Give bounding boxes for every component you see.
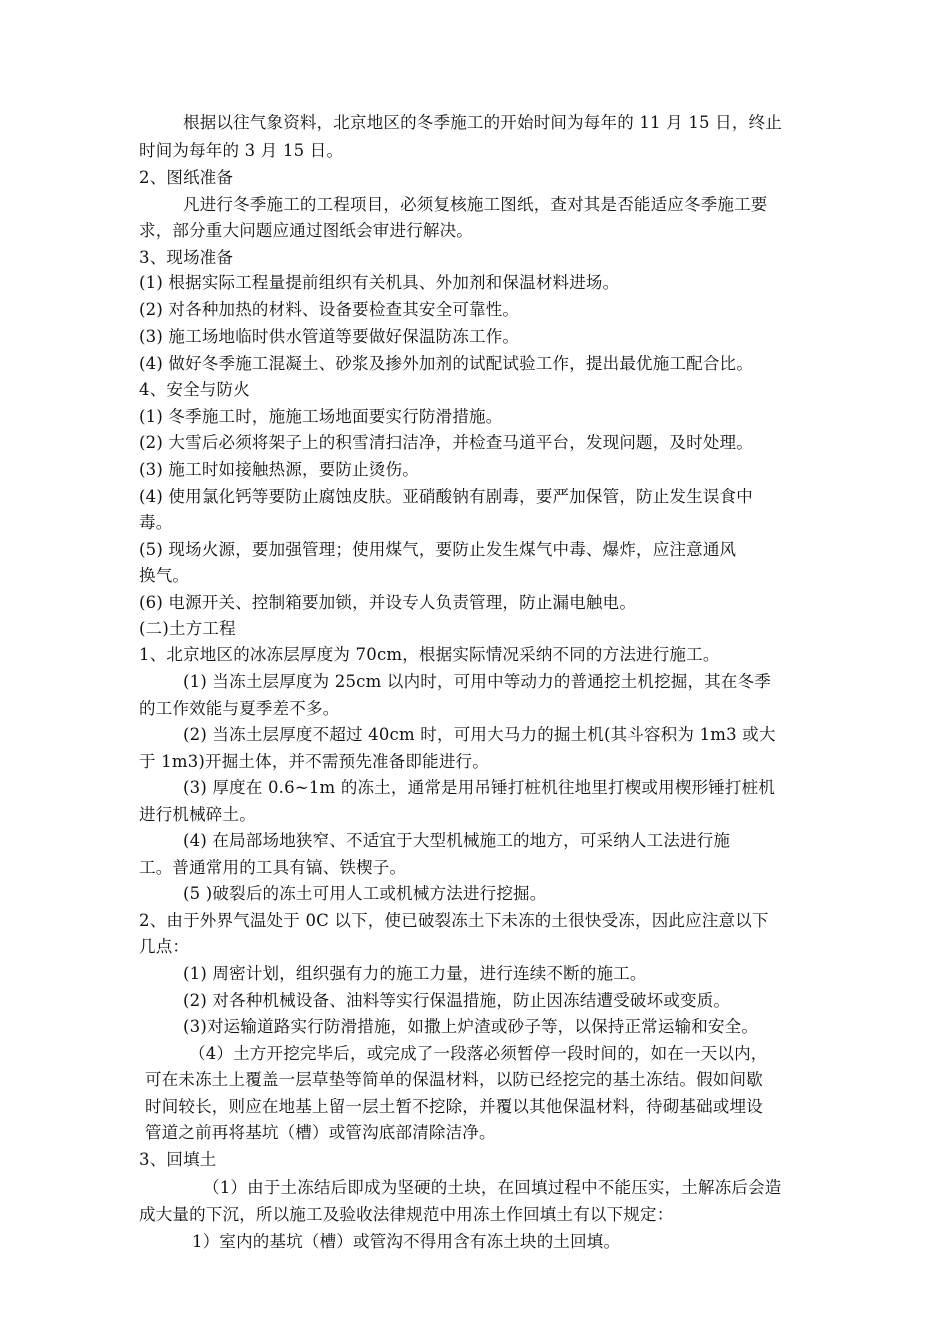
text-line: 几点：: [139, 937, 190, 956]
list-item: (2) 对各种机械设备、油料等实行保温措施，防止因冻结遭受破坏或变质。: [183, 991, 731, 1010]
list-item: （1）由于土冻结后即成为坚硬的土块，在回填过程中不能压实，土解冻后会造: [203, 1178, 782, 1197]
list-item: (3)对运输道路实行防滑措施，如撒上炉渣或砂子等，以保持正常运输和安全。: [183, 1017, 759, 1036]
text-line: 1、北京地区的冰冻层厚度为 70cm，根据实际情况采纳不同的方法进行施工。: [139, 645, 720, 664]
text-line: 时间为每年的 3 月 15 日。: [139, 141, 344, 160]
list-item: 1）室内的基坑（槽）或管沟不得用含有冻土块的土回填。: [192, 1232, 621, 1251]
text-line: 2、由于外界气温处于 0C 以下，使已破裂冻土下未冻的土很快受冻，因此应注意以下: [139, 911, 769, 930]
text-line: 根据以往气象资料，北京地区的冬季施工的开始时间为每年的 11 月 15 日，终止: [183, 113, 782, 132]
text-line: 求，部分重大问题应通过图纸会审进行解决。: [139, 221, 473, 240]
list-item: (6) 电源开关、控制箱要加锁，并设专人负责管理，防止漏电触电。: [139, 593, 637, 612]
list-item: (1) 周密计划，组织强有力的施工力量，进行连续不断的施工。: [183, 964, 647, 983]
list-item: (4) 做好冬季施工混凝土、砂浆及掺外加剂的试配试验工作，提出最优施工配合比。: [139, 354, 753, 373]
section-heading: (二)土方工程: [139, 619, 236, 638]
list-item: (1) 当冻土层厚度为 25cm 以内时，可用中等动力的普通挖土机挖掘，其在冬季: [183, 672, 771, 691]
section-heading: 3、现场准备: [139, 248, 234, 267]
section-heading: 4、安全与防火: [139, 380, 250, 399]
text-line: 毒。: [139, 513, 173, 532]
text-line: 工。普通常用的工具有镐、铁楔子。: [139, 858, 407, 877]
list-item: (2) 当冻土层厚度不超过 40cm 时，可用大马力的掘土机(其斗容积为 1m3 或大: [183, 725, 776, 744]
list-item: (1) 根据实际工程量提前组织有关机具、外加剂和保温材料进场。: [139, 273, 620, 292]
list-item: (2) 大雪后必须将架子上的积雪清扫洁净，并检查马道平台，发现问题，及时处理。: [139, 433, 753, 452]
text-line: 可在未冻土上覆盖一层草垫等简单的保温材料，以防已经挖完的基土冻结。假如间歇: [145, 1070, 763, 1089]
list-item: (5 )破裂后的冻土可用人工或机械方法进行挖掘。: [183, 884, 547, 903]
text-line: 进行机械碎土。: [139, 805, 256, 824]
list-item: （4）土方开挖完毕后，或完成了一段落必须暂停一段时间的，如在一天以内，: [189, 1044, 768, 1063]
list-item: (4) 使用氯化钙等要防止腐蚀皮肤。亚硝酸钠有剧毒，要严加保管，防止发生误食中: [139, 487, 753, 506]
text-line: 管道之前再将基坑（槽）或管沟底部清除洁净。: [145, 1123, 496, 1142]
section-heading: 3、回填土: [139, 1150, 217, 1169]
text-line: 凡进行冬季施工的工程项目，必须复核施工图纸，查对其是否能适应冬季施工要: [183, 195, 768, 214]
list-item: (5) 现场火源，要加强管理；使用煤气，要防止发生煤气中毒、爆炸，应注意通风: [139, 540, 737, 559]
list-item: (4) 在局部场地狭窄、不适宜于大型机械施工的地方，可采纳人工法进行施: [183, 831, 731, 850]
text-line: 换气。: [139, 566, 190, 585]
text-line: 成大量的下沉，所以施工及验收法律规范中用冻土作回填土有以下规定：: [139, 1205, 674, 1224]
list-item: (3) 施工场地临时供水管道等要做好保温防冻工作。: [139, 327, 520, 346]
list-item: (3) 施工时如接触热源，要防止烫伤。: [139, 460, 419, 479]
list-item: (3) 厚度在 0.6~1m 的冻土，通常是用吊锤打桩机往地里打楔或用楔形锤打桩机: [183, 778, 776, 797]
list-item: (2) 对各种加热的材料、设备要检查其安全可靠性。: [139, 300, 520, 319]
text-line: 时间较长，则应在地基上留一层土暂不挖除，并覆以其他保温材料，待砌基础或埋设: [145, 1097, 763, 1116]
text-line: 于 1m3)开掘土体，并不需预先准备即能进行。: [139, 752, 489, 771]
section-heading: 2、图纸准备: [139, 168, 234, 187]
text-line: 的工作效能与夏季差不多。: [139, 699, 340, 718]
list-item: (1) 冬季施工时，施施工场地面要实行防滑措施。: [139, 407, 503, 426]
